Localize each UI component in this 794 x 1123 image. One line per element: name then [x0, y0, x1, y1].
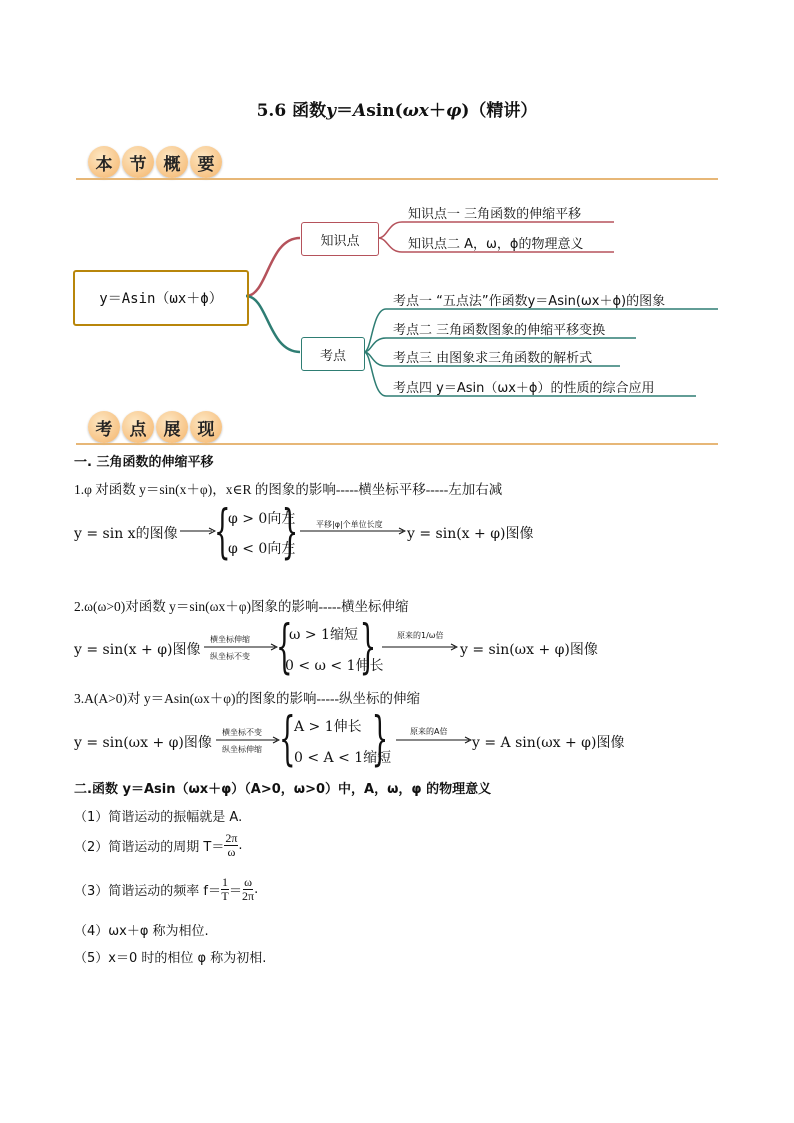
frac1-denominator: T: [221, 888, 229, 903]
f3-arrow-top: 横坐标不变: [222, 728, 262, 737]
section-divider: [76, 443, 718, 445]
title-suffix: （精讲）: [469, 101, 538, 121]
title-prefix: 5.6 函数: [256, 101, 327, 121]
frequency-fraction-2: [242, 876, 254, 902]
period-numerator: 2π: [225, 831, 238, 845]
f3-arrow-bottom: 纵坐标伸缩: [222, 745, 262, 754]
title-var-phi: φ: [445, 101, 462, 121]
mindmap-exam-item: 考点四 y＝Asin（ωx＋ϕ）的性质的综合应用: [393, 381, 655, 396]
part2-heading: 二.函数 y＝Asin（ωx＋φ）（A>0，ω>0）中，A，ω，φ 的物理意义: [74, 782, 492, 797]
part1-para3: 3.A(A>0)对 y＝Asin(ωx＋φ)的图象的影响-----纵坐标的伸缩: [74, 691, 421, 706]
section-char: 现: [190, 411, 222, 443]
part1-para1: 1.φ 对函数 y＝sin(x＋φ)，x∈R 的图象的影响-----横坐标平移-----左加右减: [74, 482, 503, 497]
mindmap-branch-knowledge: 知识点: [301, 222, 379, 256]
mindmap-root: y＝Asin（ωx＋ϕ）: [73, 270, 249, 326]
f2-left: y = sin(x + φ)图像: [74, 642, 201, 658]
frac2-numerator: ω: [244, 875, 252, 889]
title-eq: ＝: [335, 101, 353, 121]
f3-right: y = A sin(ωx + φ)图像: [472, 735, 625, 751]
f2-right: y = sin(ωx + φ)图像: [460, 642, 598, 658]
f2-brace: {: [276, 612, 293, 680]
f3-brace-close: {: [371, 704, 389, 772]
f3-arrow-b: [396, 734, 472, 746]
title-close: ): [461, 101, 470, 121]
period-fraction: [224, 832, 238, 858]
f3-arrow-label: 原来的A倍: [410, 727, 448, 736]
f2-arrow-top: 横坐标伸缩: [210, 635, 250, 644]
mindmap-branch-exam: 考点: [301, 337, 365, 371]
mindmap-knowledge-item: 知识点一 三角函数的伸缩平移: [408, 207, 582, 222]
part1-heading: 一. 三角函数的伸缩平移: [74, 455, 214, 470]
part2-item5: （5）x＝0 时的相位 φ 称为初相.: [74, 951, 267, 966]
f1-case1: φ > 0向左: [228, 511, 296, 527]
item3-eq: ＝: [228, 883, 242, 899]
f3-case2: 0 < A < 1缩短: [294, 750, 392, 766]
part2-item2: [74, 832, 243, 858]
item2-end: .: [238, 837, 243, 853]
mindmap-knowledge-item: 知识点二 A，ω，ϕ的物理意义: [408, 237, 584, 252]
mindmap-exam-item: 考点三 由图象求三角函数的解析式: [393, 351, 593, 366]
title-plus: ＋: [428, 101, 446, 121]
part2-item3: [74, 876, 258, 902]
title-var-a: A: [352, 101, 367, 121]
frac1-numerator: 1: [221, 875, 228, 889]
f2-arrow-b: [382, 641, 458, 653]
f2-arrow-label: 原来的1/ω倍: [397, 631, 444, 640]
item3-text: （3）简谐运动的频率 f＝: [74, 883, 221, 899]
f3-case1: A > 1伸长: [294, 719, 362, 735]
frac2-denominator: 2π: [242, 888, 255, 903]
title-sin: sin(: [366, 101, 403, 121]
f3-left: y = sin(ωx + φ)图像: [74, 735, 212, 751]
f3-brace: {: [279, 704, 296, 772]
period-denominator: ω: [227, 844, 236, 859]
part2-item4: （4）ωx＋φ 称为相位.: [74, 924, 209, 939]
f2-case1: ω > 1缩短: [289, 627, 358, 643]
f1-arrow-label: 平移|φ|个单位长度: [316, 520, 383, 529]
section-char: 要: [190, 146, 222, 178]
mindmap-exam-item: 考点一 “五点法”作函数y＝Asin(ωx＋ϕ)的图象: [393, 294, 666, 309]
f1-arrow-a: [180, 524, 216, 538]
f1-right: y = sin(x + φ)图像: [407, 526, 534, 542]
item2-text: （2）简谐运动的周期 T＝: [74, 839, 225, 855]
frequency-fraction-1: [221, 876, 229, 902]
mindmap-exam-item: 考点二 三角函数图象的伸缩平移变换: [393, 323, 606, 338]
f2-arrow-bottom: 纵坐标不变: [210, 652, 250, 661]
f1-brace: {: [214, 497, 231, 565]
f2-brace-close: {: [359, 612, 377, 680]
section-char: 点: [122, 411, 154, 443]
item3-end: .: [254, 881, 259, 897]
part1-para2: 2.ω(ω>0)对函数 y＝sin(ωx＋φ)图象的影响-----横坐标伸缩: [74, 599, 409, 614]
title-var-y: y: [326, 101, 336, 121]
section-header-exam-points: [88, 411, 222, 447]
title-var-wx: ωx: [402, 101, 429, 121]
f1-arrow-b: [300, 524, 406, 538]
f1-left: y = sin x的图像: [74, 526, 178, 542]
section-char: 本: [88, 146, 120, 178]
f1-brace-close: {: [281, 497, 299, 565]
section-char: 考: [88, 411, 120, 443]
f1-case2: φ < 0向左: [228, 541, 296, 557]
section-char: 节: [122, 146, 154, 178]
f2-case2: 0 < ω < 1伸长: [285, 658, 384, 674]
section-char: 展: [156, 411, 188, 443]
part2-item1: （1）简谐运动的振幅就是 A.: [74, 810, 243, 825]
section-char: 概: [156, 146, 188, 178]
